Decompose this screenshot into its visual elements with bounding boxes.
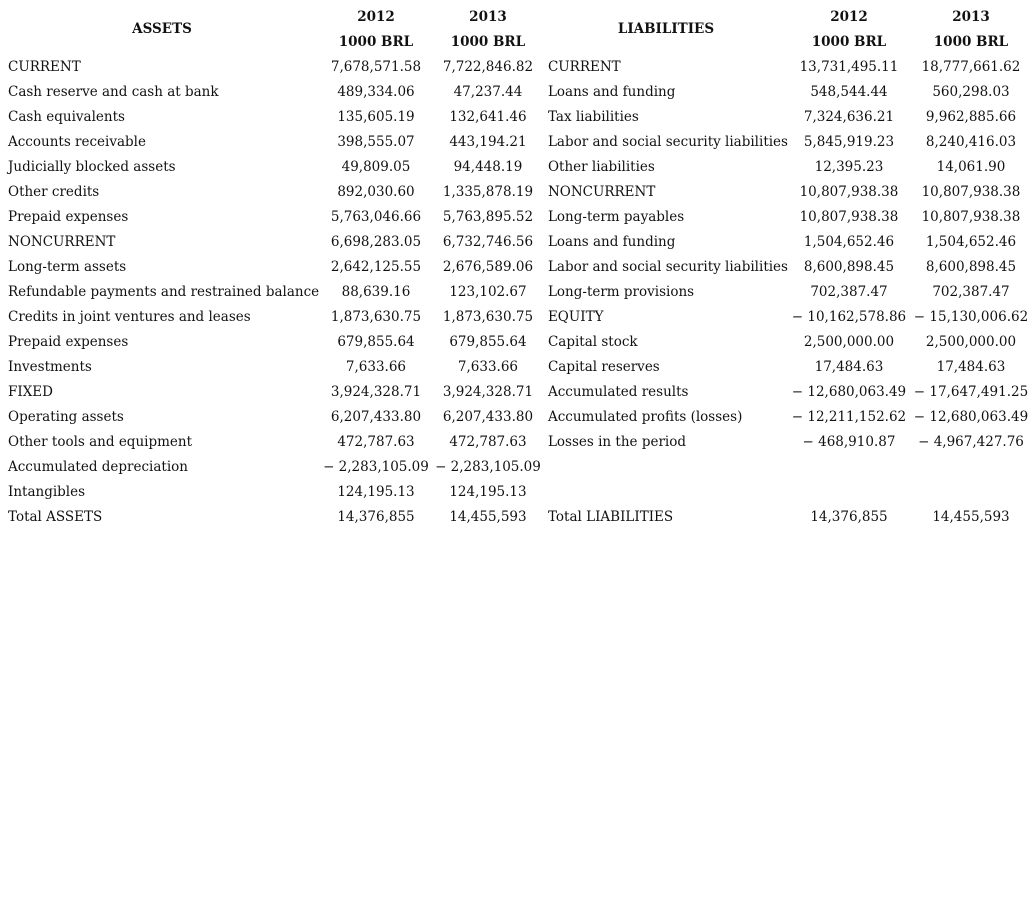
liability-value-2013: 8,240,416.03: [925, 133, 1017, 150]
balance-sheet-table: [4, 4, 1032, 529]
liability-label: Labor and social security liabilities: [547, 133, 788, 150]
asset-value-2012: 6,698,283.05: [330, 233, 422, 250]
liability-value-2012: 10,807,938.38: [799, 208, 899, 225]
liability-label: NONCURRENT: [547, 183, 656, 200]
table-row: [4, 404, 1032, 429]
liability-value-2012: 702,387.47: [810, 283, 888, 300]
liability-label: Capital reserves: [547, 358, 660, 375]
asset-value-2013: 5,763,895.52: [442, 208, 534, 225]
liability-value-2013: − 17,647,491.25: [913, 383, 1029, 400]
liability-value-2012: − 12,211,152.62: [791, 408, 907, 425]
liability-label: Total LIABILITIES: [547, 508, 674, 525]
table-row: [4, 429, 1032, 454]
liability-value-2012: 14,376,855: [810, 508, 888, 525]
table-row: [4, 204, 1032, 229]
liability-value-2012: 17,484.63: [814, 358, 884, 375]
asset-label: Intangibles: [8, 483, 86, 500]
asset-value-2012: 49,809.05: [341, 158, 411, 175]
asset-label: Total ASSETS: [8, 508, 103, 525]
asset-value-2012: 2,642,125.55: [330, 258, 422, 275]
liabilities-header: LIABILITIES: [617, 21, 715, 37]
liability-label: Capital stock: [547, 333, 638, 350]
table-row: [4, 504, 1032, 529]
liability-value-2013: 9,962,885.66: [925, 108, 1017, 125]
liability-value-2013: 8,600,898.45: [925, 258, 1017, 275]
asset-label: Refundable payments and restrained balance: [8, 283, 320, 300]
asset-value-2013: 472,787.63: [449, 433, 527, 450]
asset-value-2013: 2,676,589.06: [442, 258, 534, 275]
table-row: [4, 54, 1032, 79]
table-row: [4, 354, 1032, 379]
liability-label: Loans and funding: [547, 233, 676, 250]
asset-value-2013: 124,195.13: [449, 483, 527, 500]
liabilities-year-2013-header: 2013: [952, 8, 990, 25]
asset-value-2013: 132,641.46: [449, 108, 527, 125]
asset-value-2013: 47,237.44: [453, 83, 523, 100]
liability-value-2013: 702,387.47: [932, 283, 1010, 300]
asset-label: NONCURRENT: [8, 233, 116, 250]
table-row: [4, 179, 1032, 204]
asset-label: Prepaid expenses: [8, 208, 129, 225]
liability-label: Labor and social security liabilities: [547, 258, 788, 275]
liability-value-2013: − 12,680,063.49: [913, 408, 1029, 425]
asset-value-2013: 3,924,328.71: [442, 383, 534, 400]
liability-label: Accumulated profits (losses): [547, 408, 743, 425]
asset-label: Other credits: [8, 183, 100, 200]
asset-value-2012: 6,207,433.80: [330, 408, 422, 425]
table-row: [4, 104, 1032, 129]
table-row: [4, 154, 1032, 179]
liability-value-2013: 1,504,652.46: [925, 233, 1017, 250]
asset-value-2013: 1,873,630.75: [442, 308, 534, 325]
table-row: [4, 454, 1032, 479]
liability-label: Loans and funding: [547, 83, 676, 100]
liability-value-2013: − 4,967,427.76: [918, 433, 1024, 450]
liability-value-2013: 17,484.63: [936, 358, 1006, 375]
balance-sheet-rows: [4, 54, 1032, 529]
asset-label: Accumulated depreciation: [8, 458, 188, 475]
asset-value-2013: 1,335,878.19: [442, 183, 534, 200]
asset-label: Prepaid expenses: [8, 333, 129, 350]
asset-value-2012: 124,195.13: [337, 483, 415, 500]
asset-label: Cash reserve and cash at bank: [8, 83, 219, 100]
liability-label: Losses in the period: [547, 433, 686, 450]
liability-value-2012: − 468,910.87: [802, 433, 896, 450]
liability-value-2013: 10,807,938.38: [921, 183, 1021, 200]
table-row: [4, 254, 1032, 279]
liability-label: [544, 479, 788, 504]
liability-value-2012: 548,544.44: [810, 83, 888, 100]
liability-label: Long-term provisions: [547, 283, 695, 300]
table-row: [4, 479, 1032, 504]
liabilities-year-2012-header: 2012: [830, 8, 868, 25]
table-row: [4, 229, 1032, 254]
liability-value-2013: [910, 454, 1032, 479]
table-row: [4, 79, 1032, 104]
liability-value-2012: 7,324,636.21: [803, 108, 895, 125]
assets-year-2013-header: 2013: [469, 8, 507, 25]
assets-unit-2012-header: 1000 BRL: [338, 33, 414, 50]
asset-value-2013: 443,194.21: [449, 133, 527, 150]
liability-label: EQUITY: [547, 308, 604, 325]
asset-value-2012: 1,873,630.75: [330, 308, 422, 325]
liability-value-2012: [788, 454, 910, 479]
table-row: [4, 279, 1032, 304]
asset-label: Accounts receivable: [8, 133, 146, 150]
asset-value-2012: 135,605.19: [337, 108, 415, 125]
asset-value-2012: 489,334.06: [337, 83, 415, 100]
liability-value-2013: 14,061.90: [936, 158, 1006, 175]
liability-label: [544, 454, 788, 479]
liability-label: Long-term payables: [547, 208, 685, 225]
asset-value-2012: 5,763,046.66: [330, 208, 422, 225]
liability-label: Tax liabilities: [547, 108, 639, 125]
header-row-years: [4, 4, 1032, 29]
asset-value-2012: 7,633.66: [345, 358, 407, 375]
asset-label: Cash equivalents: [8, 108, 125, 125]
liability-value-2012: 5,845,919.23: [803, 133, 895, 150]
asset-label: Investments: [8, 358, 92, 375]
asset-value-2013: 7,722,846.82: [442, 58, 534, 75]
liability-value-2013: 18,777,661.62: [921, 58, 1021, 75]
liability-value-2013: 10,807,938.38: [921, 208, 1021, 225]
liabilities-unit-2012-header: 1000 BRL: [811, 33, 887, 50]
asset-label: CURRENT: [8, 58, 81, 75]
liability-value-2013: 14,455,593: [932, 508, 1010, 525]
asset-value-2013: 7,633.66: [457, 358, 519, 375]
asset-value-2013: 6,732,746.56: [442, 233, 534, 250]
table-row: [4, 304, 1032, 329]
table-row: [4, 129, 1032, 154]
liabilities-unit-2013-header: 1000 BRL: [933, 33, 1009, 50]
asset-value-2012: 7,678,571.58: [330, 58, 422, 75]
asset-value-2012: 88,639.16: [341, 283, 411, 300]
asset-label: Operating assets: [8, 408, 124, 425]
asset-label: Judicially blocked assets: [8, 158, 176, 175]
asset-label: Credits in joint ventures and leases: [8, 308, 251, 325]
asset-value-2012: 3,924,328.71: [330, 383, 422, 400]
liability-value-2012: − 12,680,063.49: [791, 383, 907, 400]
asset-value-2012: 14,376,855: [337, 508, 415, 525]
asset-value-2013: 14,455,593: [449, 508, 527, 525]
liability-value-2013: [910, 479, 1032, 504]
liability-value-2012: 8,600,898.45: [803, 258, 895, 275]
liability-value-2012: [788, 479, 910, 504]
liability-value-2012: 1,504,652.46: [803, 233, 895, 250]
asset-value-2013: − 2,283,105.09: [435, 458, 541, 475]
asset-label: Other tools and equipment: [8, 433, 193, 450]
asset-value-2012: − 2,283,105.09: [323, 458, 429, 475]
asset-value-2013: 123,102.67: [449, 283, 527, 300]
liability-value-2012: 10,807,938.38: [799, 183, 899, 200]
assets-header: ASSETS: [132, 21, 192, 37]
asset-value-2012: 398,555.07: [337, 133, 415, 150]
asset-value-2013: 679,855.64: [449, 333, 527, 350]
asset-label: Long-term assets: [8, 258, 127, 275]
table-row: [4, 329, 1032, 354]
liability-value-2013: 560,298.03: [932, 83, 1010, 100]
assets-unit-2013-header: 1000 BRL: [450, 33, 526, 50]
liability-label: Other liabilities: [547, 158, 655, 175]
asset-value-2012: 679,855.64: [337, 333, 415, 350]
liability-value-2013: − 15,130,006.62: [913, 308, 1029, 325]
asset-value-2013: 94,448.19: [453, 158, 523, 175]
liability-value-2013: 2,500,000.00: [925, 333, 1017, 350]
liability-value-2012: 2,500,000.00: [803, 333, 895, 350]
liability-value-2012: 13,731,495.11: [799, 58, 899, 75]
table-row: [4, 379, 1032, 404]
asset-value-2013: 6,207,433.80: [442, 408, 534, 425]
liability-label: Accumulated results: [547, 383, 689, 400]
assets-year-2012-header: 2012: [357, 8, 395, 25]
asset-value-2012: 892,030.60: [337, 183, 415, 200]
asset-label: FIXED: [8, 383, 53, 400]
liability-value-2012: − 10,162,578.86: [791, 308, 907, 325]
asset-value-2012: 472,787.63: [337, 433, 415, 450]
liability-label: CURRENT: [547, 58, 621, 75]
liability-value-2012: 12,395.23: [814, 158, 884, 175]
